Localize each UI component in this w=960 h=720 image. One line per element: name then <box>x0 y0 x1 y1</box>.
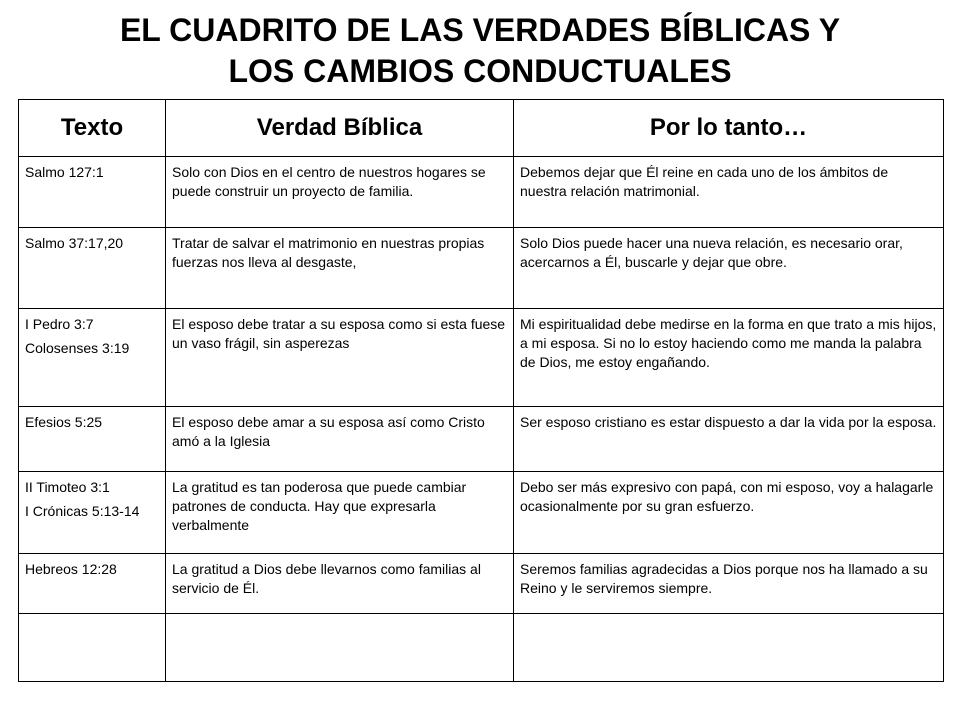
header-texto: Texto <box>19 100 166 157</box>
verdades-table <box>18 99 944 682</box>
title-line-2: LOS CAMBIOS CONDUCTUALES <box>228 53 732 89</box>
table-row <box>19 407 944 472</box>
cell-verdad: El esposo debe amar a su esposa así como Cristo amó a la Iglesia <box>166 407 514 472</box>
cell-por-lo-tanto: Ser esposo cristiano es estar dispuesto a dar la vida por la esposa. <box>514 407 944 472</box>
cell-por-lo-tanto <box>514 614 944 682</box>
cell-texto <box>19 157 166 228</box>
title-line-1: EL CUADRITO DE LAS VERDADES BÍBLICAS Y <box>119 12 841 48</box>
texto-reference: I Pedro 3:7 <box>25 316 94 332</box>
cell-por-lo-tanto: Debo ser más expresivo con papá, con mi esposo, voy a halagarle ocasionalmente por su gran esfuerzo. <box>514 472 944 554</box>
cell-verdad: El esposo debe tratar a su esposa como si esta fuese un vaso frágil, sin asperezas <box>166 309 514 407</box>
cell-por-lo-tanto: Debemos dejar que Él reine en cada uno de los ámbitos de nuestra relación matrimonial. <box>514 157 944 228</box>
cell-verdad <box>166 614 514 682</box>
header-verdad-biblica: Verdad Bíblica <box>166 100 514 157</box>
table-row <box>19 554 944 614</box>
cell-verdad: La gratitud es tan poderosa que puede cambiar patrones de conducta. Hay que expresarla verbalmente <box>166 472 514 554</box>
cell-verdad: Solo con Dios en el centro de nuestros hogares se puede construir un proyecto de familia. <box>166 157 514 228</box>
cell-texto <box>19 614 166 682</box>
table-row <box>19 614 944 682</box>
table-row <box>19 228 944 309</box>
table-row <box>19 157 944 228</box>
table-row <box>19 472 944 554</box>
texto-reference: Hebreos 12:28 <box>25 561 117 577</box>
cell-verdad: Tratar de salvar el matrimonio en nuestras propias fuerzas nos lleva al desgaste, <box>166 228 514 309</box>
texto-reference: Salmo 127:1 <box>25 164 104 180</box>
cell-por-lo-tanto: Mi espiritualidad debe medirse en la forma en que trato a mis hijos, a mi esposa. Si no lo estoy haciendo como me manda la palabra de Dios, me estoy engañando. <box>514 309 944 407</box>
cell-texto <box>19 472 166 554</box>
texto-reference: II Timoteo 3:1 <box>25 479 110 495</box>
texto-reference: Efesios 5:25 <box>25 414 103 430</box>
table-row <box>19 309 944 407</box>
cell-texto <box>19 554 166 614</box>
header-por-lo-tanto: Por lo tanto… <box>514 100 944 157</box>
cell-texto <box>19 407 166 472</box>
texto-reference: Colosenses 3:19 <box>25 340 130 356</box>
cell-texto <box>19 309 166 407</box>
cell-por-lo-tanto: Seremos familias agradecidas a Dios porque nos ha llamado a su Reino y le serviremos siempre. <box>514 554 944 614</box>
texto-reference: I Crónicas 5:13-14 <box>25 503 140 519</box>
cell-texto <box>19 228 166 309</box>
texto-reference: Salmo 37:17,20 <box>25 235 124 251</box>
cell-verdad: La gratitud a Dios debe llevarnos como familias al servicio de Él. <box>166 554 514 614</box>
table-header-row <box>19 100 944 157</box>
page-title <box>0 10 960 92</box>
cell-por-lo-tanto: Solo Dios puede hacer una nueva relación, es necesario orar, acercarnos a Él, buscarle y dejar que obre. <box>514 228 944 309</box>
